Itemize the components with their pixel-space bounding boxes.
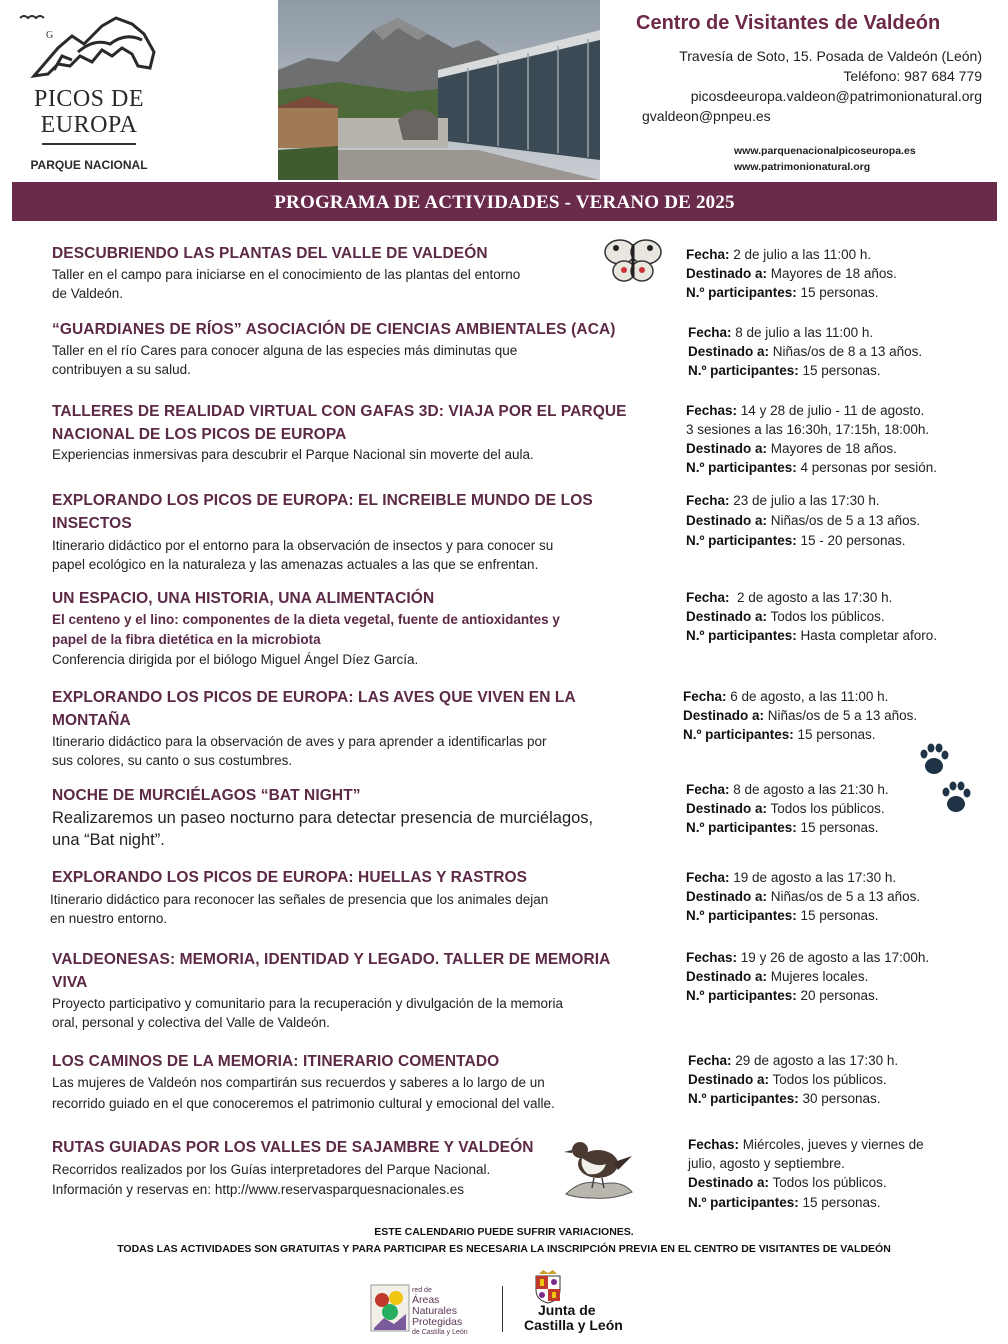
- activity-description: Taller en el campo para iniciarse en el conocimiento de las plantas del entorno: [52, 267, 521, 282]
- activity-description: contribuyen a su salud.: [52, 362, 191, 377]
- activity-description: Taller en el río Cares para conocer alguna de las especies más diminutas que: [52, 343, 518, 358]
- activity-title: MONTAÑA: [52, 712, 131, 729]
- activity-participants: N.º participantes: 15 personas.: [686, 908, 879, 923]
- activity-description: oral, personal y colectiva del Valle de Valdeón.: [52, 1015, 330, 1030]
- activity-participants: N.º participantes: 15 personas.: [686, 820, 879, 835]
- activity-participants: N.º participantes: 15 personas.: [688, 363, 881, 378]
- activity-audience: Destinado a: Niñas/os de 5 a 13 años.: [686, 513, 921, 528]
- mountain-logo-icon: [14, 8, 164, 88]
- activity-title: TALLERES DE REALIDAD VIRTUAL CON GAFAS 3D: VIAJA POR EL PARQUE: [52, 403, 627, 420]
- activity-description: Conferencia dirigida por el biólogo Miguel Ángel Díez García.: [52, 652, 419, 667]
- activity-months: julio, agosto y septiembre.: [688, 1156, 845, 1171]
- activity-description: Realizaremos un paseo nocturno para detectar presencia de murciélagos,: [52, 809, 594, 827]
- paw-print-icon: [914, 742, 978, 821]
- activity-title: “GUARDIANES DE RÍOS” ASOCIACIÓN DE CIENCIAS AMBIENTALES (ACA): [52, 321, 616, 338]
- activity-title: NACIONAL DE LOS PICOS DE EUROPA: [52, 426, 347, 443]
- variation-note: ESTE CALENDARIO PUEDE SUFRIR VARIACIONES.: [374, 1226, 634, 1238]
- activity-title: NOCHE DE MURCIÉLAGOS “BAT NIGHT”: [52, 787, 361, 804]
- activity-participants: N.º participantes: 15 personas.: [688, 1195, 881, 1210]
- activity-description: Experiencias inmersivas para descubrir el Parque Nacional sin moverte del aula.: [52, 447, 534, 462]
- activity-title: LOS CAMINOS DE LA MEMORIA: ITINERARIO COMENTADO: [52, 1053, 500, 1070]
- free-activities-note: TODAS LAS ACTIVIDADES SON GRATUITAS Y PARA PARTICIPAR ES NECESARIA LA INSCRIPCIÓN PREVIA EN EL CENTRO DE VISITANTES DE VALDEÓN: [117, 1243, 891, 1255]
- visitor-center-photo: [278, 0, 600, 180]
- center-name: Centro de Visitantes de Valdeón: [636, 12, 941, 34]
- activity-participants: N.º participantes: 4 personas por sesión.: [686, 460, 938, 475]
- activity-subtitle: papel de la fibra dietética en la microbiota: [52, 632, 321, 647]
- address: Travesía de Soto, 15. Posada de Valdeón (León): [679, 48, 982, 64]
- logo-title-line2: EUROPA: [40, 112, 138, 138]
- activity-title: VIVA: [52, 974, 88, 991]
- activity-sessions: 3 sesiones a las 16:30h, 17:15h, 18:00h.: [686, 422, 930, 437]
- activity-description: papel ecológico en la naturaleza y las amenazas actuales a las que se enfrentan.: [52, 557, 539, 572]
- butterfly-icon: [604, 236, 662, 289]
- activity-audience: Destinado a: Mujeres locales.: [686, 969, 869, 984]
- activity-audience: Destinado a: Todos los públicos.: [688, 1072, 887, 1087]
- activity-date: Fechas: Miércoles, jueves y viernes de: [688, 1137, 924, 1152]
- activity-description: Información y reservas en: http://www.reservasparquesnacionales.es: [52, 1182, 464, 1197]
- activity-description: recorrido guiado en el que conoceremos el patrimonio cultural y emocional del valle.: [52, 1096, 555, 1111]
- activity-description: Proyecto participativo y comunitario para la recuperación y divulgación de la memoria: [52, 996, 564, 1011]
- activity-audience: Destinado a: Niñas/os de 5 a 13 años.: [683, 708, 918, 723]
- protected-areas-logo-icon: [370, 1284, 410, 1337]
- activity-title: EXPLORANDO LOS PICOS DE EUROPA: HUELLAS Y RASTROS: [52, 869, 528, 886]
- activity-date: Fechas: 19 y 26 de agosto a las 17:00h.: [686, 950, 930, 965]
- activity-title: VALDEONESAS: MEMORIA, IDENTIDAD Y LEGADO. TALLER DE MEMORIA: [52, 951, 611, 968]
- logo-divider: [502, 1286, 503, 1332]
- activity-date: Fecha: 23 de julio a las 17:30 h.: [686, 493, 880, 508]
- activity-description: en nuestro entorno.: [50, 911, 168, 926]
- website-link-secondary[interactable]: www.patrimonionatural.org: [734, 161, 871, 173]
- activity-description: de Valdeón.: [52, 286, 124, 301]
- activity-title: UN ESPACIO, UNA HISTORIA, UNA ALIMENTACIÓN: [52, 590, 435, 607]
- protected-areas-logo-text: red de Áreas Naturales Protegidas de Castilla y León: [412, 1287, 468, 1336]
- activity-audience: Destinado a: Niñas/os de 5 a 13 años.: [686, 889, 921, 904]
- activity-participants: N.º participantes: Hasta completar aforo.: [686, 628, 938, 643]
- activity-title: INSECTOS: [52, 515, 132, 532]
- bird-icon: [562, 1134, 636, 1207]
- activity-date: Fecha: 6 de agosto, a las 11:00 h.: [683, 689, 889, 704]
- activity-date: Fecha: 2 de agosto a las 17:30 h.: [686, 590, 893, 605]
- activity-date: Fecha: 29 de agosto a las 17:30 h.: [688, 1053, 899, 1068]
- activity-audience: Destinado a: Todos los públicos.: [686, 801, 885, 816]
- activity-audience: Destinado a: Niñas/os de 8 a 13 años.: [688, 344, 923, 359]
- activity-participants: N.º participantes: 15 personas.: [686, 285, 879, 300]
- logo-title-line1: PICOS DE: [33, 86, 145, 112]
- activity-description: una “Bat night”.: [52, 831, 165, 849]
- svg-text:G: G: [46, 30, 54, 41]
- logo-rule: [42, 143, 136, 145]
- program-banner: PROGRAMA DE ACTIVIDADES - VERANO DE 2025: [12, 182, 997, 221]
- logo-subtitle: PARQUE NACIONAL: [30, 158, 148, 172]
- email-link-secondary[interactable]: gvaldeon@pnpeu.es: [642, 108, 771, 124]
- activity-description: Las mujeres de Valdeón nos compartirán sus recuerdos y saberes a lo largo de un: [52, 1075, 545, 1090]
- junta-logo-text: Junta de Castilla y León: [524, 1302, 623, 1333]
- website-link[interactable]: www.parquenacionalpicoseuropa.es: [734, 145, 916, 157]
- activity-participants: N.º participantes: 20 personas.: [686, 988, 879, 1003]
- activity-date: Fechas: 14 y 28 de julio - 11 de agosto.: [686, 403, 925, 418]
- activity-date: Fecha: 19 de agosto a las 17:30 h.: [686, 870, 897, 885]
- picos-de-europa-logo: [14, 8, 164, 180]
- activity-title: DESCUBRIENDO LAS PLANTAS DEL VALLE DE VALDEÓN: [52, 245, 488, 262]
- activity-date: Fecha: 2 de julio a las 11:00 h.: [686, 247, 872, 262]
- activity-subtitle: El centeno y el lino: componentes de la dieta vegetal, fuente de antioxidantes y: [52, 612, 560, 627]
- activity-title: EXPLORANDO LOS PICOS DE EUROPA: LAS AVES QUE VIVEN EN LA: [52, 689, 576, 706]
- activity-audience: Destinado a: Todos los públicos.: [688, 1175, 887, 1190]
- email-link[interactable]: picosdeeuropa.valdeon@patrimonionatural.org: [690, 88, 982, 104]
- activity-description: Itinerario didáctico por el entorno para la observación de insectos y para conocer su: [52, 538, 554, 553]
- activity-description: Itinerario didáctico para la observación de aves y para aprender a identificarlas por: [52, 734, 547, 749]
- activity-description: Recorridos realizados por los Guías interpretadores del Parque Nacional.: [52, 1162, 491, 1177]
- activity-participants: N.º participantes: 15 - 20 personas.: [686, 533, 906, 548]
- phone: Teléfono: 987 684 779: [843, 68, 982, 84]
- activity-audience: Destinado a: Todos los públicos.: [686, 609, 885, 624]
- activity-title: EXPLORANDO LOS PICOS DE EUROPA: EL INCREIBLE MUNDO DE LOS: [52, 492, 593, 509]
- activity-participants: N.º participantes: 15 personas.: [683, 727, 876, 742]
- activity-title: RUTAS GUIADAS POR LOS VALLES DE SAJAMBRE Y VALDEÓN: [52, 1139, 534, 1156]
- activity-date: Fecha: 8 de agosto a las 21:30 h.: [686, 782, 889, 797]
- activity-participants: N.º participantes: 30 personas.: [688, 1091, 881, 1106]
- activity-audience: Destinado a: Mayores de 18 años.: [686, 266, 897, 281]
- activity-description: sus colores, su canto o sus costumbres.: [52, 753, 293, 768]
- activity-description: Itinerario didáctico para reconocer las señales de presencia que los animales dejan: [50, 892, 549, 907]
- activity-audience: Destinado a: Mayores de 18 años.: [686, 441, 897, 456]
- activity-date: Fecha: 8 de julio a las 11:00 h.: [688, 325, 874, 340]
